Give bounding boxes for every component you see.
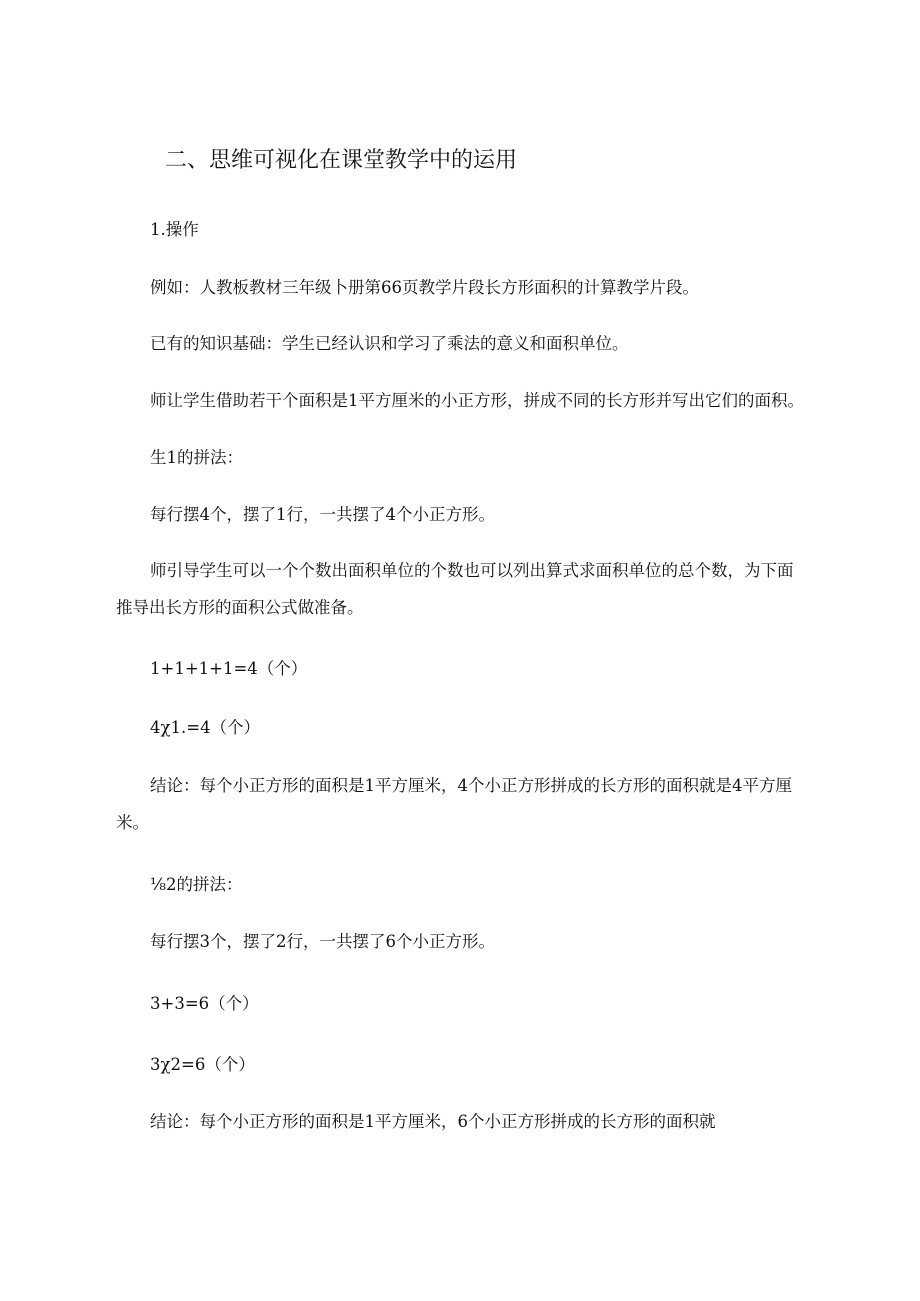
equation-addition-1: 1+1+1+1=4（个）	[150, 659, 308, 678]
paragraph-student1-method: 生1的拼法：	[150, 448, 243, 467]
paragraph-teacher-guidance-line2: 推导出长方形的面积公式做准备。	[116, 598, 364, 617]
section-heading: 二、思维可视化在课堂教学中的运用	[165, 148, 518, 173]
paragraph-conclusion-2: 结论：每个小正方形的面积是1平方厘米，6个小正方形拼成的长方形的面积就	[150, 1112, 716, 1131]
paragraph-student2-method: ⅛2的拼法：	[150, 875, 243, 894]
paragraph-conclusion-1-line2: 米。	[116, 813, 149, 832]
paragraph-teacher-guidance	[116, 560, 816, 619]
paragraph-student2-detail: 每行摆3个，摆了2行，一共摆了6个小正方形。	[150, 932, 495, 951]
paragraph-student1-detail: 每行摆4个，摆了1行，一共摆了4个小正方形。	[150, 505, 495, 524]
equation-multiplication-2: 3χ2=6（个）	[150, 1055, 255, 1074]
paragraph-prior-knowledge: 已有的知识基础：学生已经认识和学习了乘法的意义和面积单位。	[150, 334, 629, 353]
paragraph-teacher-task: 师让学生借助若干个面积是1平方厘米的小正方形，拼成不同的长方形并写出它们的面积。	[150, 391, 804, 410]
paragraph-conclusion-1	[116, 775, 816, 834]
equation-multiplication-1: 4χ1.=4（个）	[150, 718, 261, 737]
subheading-operation: 1.操作	[150, 220, 199, 239]
paragraph-example: 例如：人教板教材三年级卜册第66页教学片段长方形面积的计算教学片段。	[150, 278, 699, 297]
equation-addition-2: 3+3=6（个）	[150, 994, 259, 1013]
paragraph-teacher-guidance-line1: 师引导学生可以一个个数出面积单位的个数也可以列出算式求面积单位的总个数，为下面	[150, 561, 794, 580]
paragraph-conclusion-1-line1: 结论：每个小正方形的面积是1平方厘米，4个小正方形拼成的长方形的面积就是4平方厘	[150, 776, 792, 795]
